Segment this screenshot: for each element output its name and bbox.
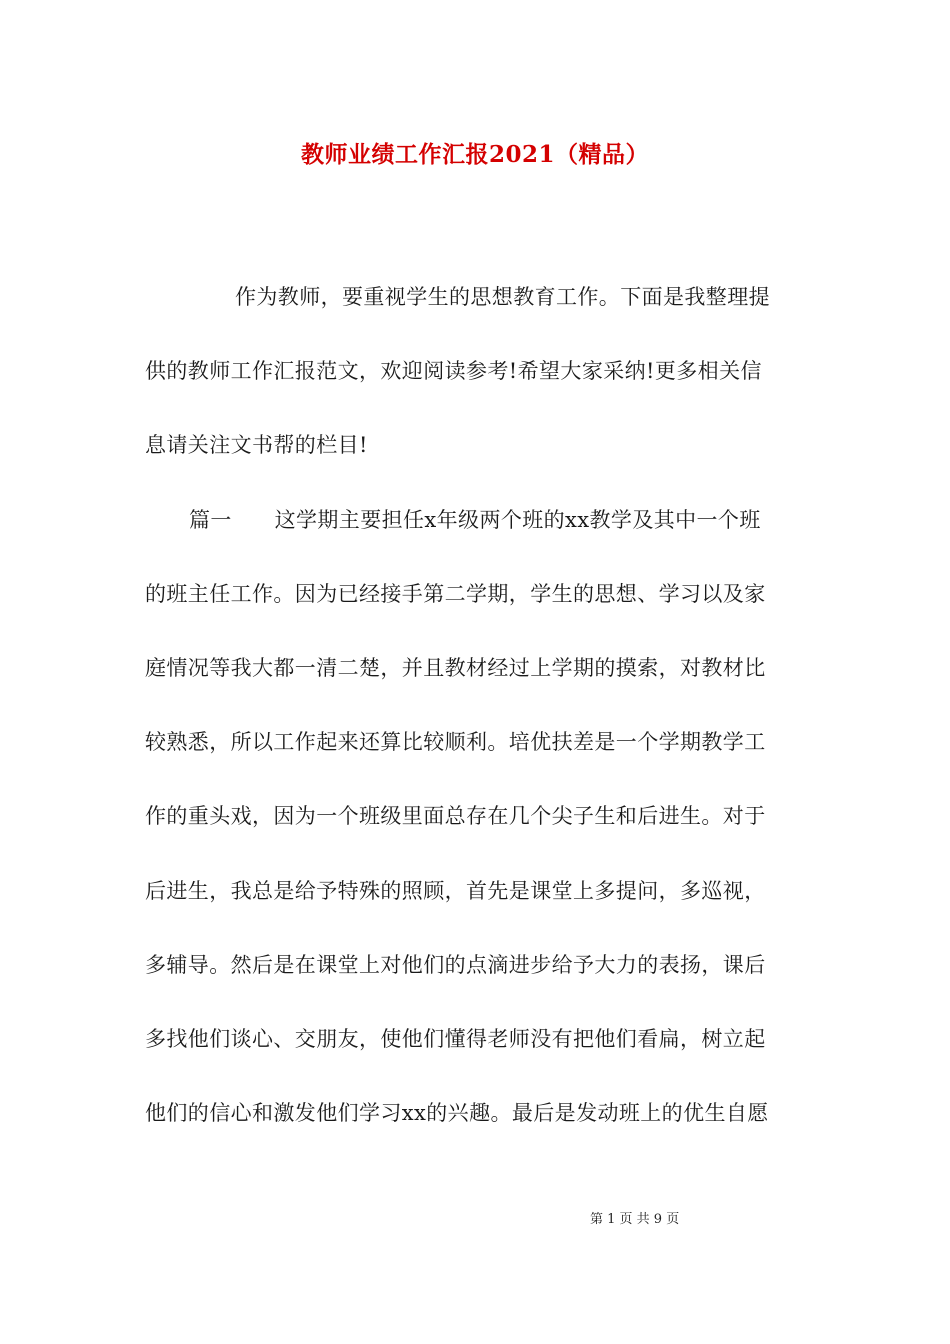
page-number-footer: 第 1 页 共 9 页 (590, 1212, 680, 1227)
text-line: 供的教师工作汇报范文，欢迎阅读参考!希望大家采纳!更多相关信 (145, 359, 762, 383)
text-line: 作的重头戏，因为一个班级里面总存在几个尖子生和后进生。对于 (145, 804, 766, 828)
text-line: 较熟悉，所以工作起来还算比较顺利。培优扶差是一个学期教学工 (145, 730, 766, 754)
text-line: 他们的信心和激发他们学习xx的兴趣。最后是发动班上的优生自愿 (145, 1101, 769, 1125)
text-line: 篇一 这学期主要担任x年级两个班的xx教学及其中一个班 (189, 508, 761, 532)
text-line: 多找他们谈心、交朋友，使他们懂得老师没有把他们看扁，树立起 (145, 1027, 766, 1051)
text-line: 后进生，我总是给予特殊的照顾，首先是课堂上多提问，多巡视， (145, 879, 766, 903)
text-line: 多辅导。然后是在课堂上对他们的点滴进步给予大力的表扬，课后 (145, 953, 766, 977)
text-line: 庭情况等我大都一清二楚，并且教材经过上学期的摸索，对教材比 (145, 656, 766, 680)
document-title: 教师业绩工作汇报2021（精品） (300, 141, 649, 168)
text-line: 作为教师，要重视学生的思想教育工作。下面是我整理提 (235, 285, 770, 309)
text-line: 息请关注文书帮的栏目! (145, 433, 368, 457)
text-line: 的班主任工作。因为已经接手第二学期，学生的思想、学习以及家 (145, 582, 766, 606)
